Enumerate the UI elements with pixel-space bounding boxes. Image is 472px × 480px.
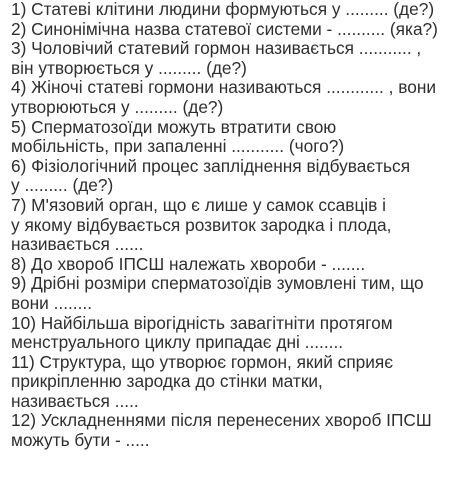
question-line: 7) М'язовий орган, що є лише у самок ссавців і (11, 194, 386, 215)
question-5 (11, 118, 464, 157)
question-line: мобільність, при запаленні ........... (чого?) (11, 136, 345, 157)
question-11 (11, 353, 464, 412)
question-line: менструального циклу припадає дні ........ (11, 332, 344, 353)
question-6 (11, 157, 464, 196)
question-line: 11) Структура, що утворює гормон, який сприяє (11, 351, 394, 372)
question-9 (11, 274, 464, 313)
question-4 (11, 78, 464, 117)
question-3 (11, 39, 464, 78)
question-line: утворюються у ......... (де?) (11, 96, 224, 117)
question-line: 6) Фізіологічний процес запліднення відбувається (11, 155, 411, 176)
question-10 (11, 314, 464, 353)
question-line: 10) Найбільша вірогідність завагітніти протягом (11, 312, 393, 333)
question-line: 9) Дрібні розміри сперматозоїдів зумовлені тим, що (11, 273, 424, 294)
question-line: він утворюється у ......... (де?) (11, 57, 247, 78)
question-7 (11, 196, 464, 255)
question-2 (11, 20, 464, 40)
question-line: у ......... (де?) (11, 175, 114, 196)
question-line: 4) Жіночі статеві гормони називаються ............ , вони (11, 77, 437, 98)
question-8 (11, 255, 464, 275)
question-line: у якому відбувається розвиток зародка і плода, (11, 214, 392, 235)
question-line: 12) Ускладненнями після перенесених хвороб ІПСШ (11, 410, 432, 431)
question-line: 1) Статеві клітини людини формуються у ......... (де?) (11, 0, 435, 19)
question-line: 5) Сперматозоїди можуть втратити свою (11, 116, 337, 137)
question-line: прикріпленню зародка до стінки матки, (11, 371, 323, 392)
question-line: 3) Чоловічий статевий гормон називається ........... , (11, 38, 422, 59)
question-line: 2) Синонімічна назва статевої системи - .......... (яка?) (11, 18, 438, 39)
question-line: 8) До хвороб ІПСШ належать хвороби - ....... (11, 253, 366, 274)
question-line: називається ..... (11, 390, 139, 411)
question-line: можуть бути - ..... (11, 430, 150, 451)
question-line: називається ...... (11, 234, 144, 255)
question-12 (11, 411, 464, 450)
question-1 (11, 0, 464, 20)
question-line: вони ........ (11, 292, 93, 313)
